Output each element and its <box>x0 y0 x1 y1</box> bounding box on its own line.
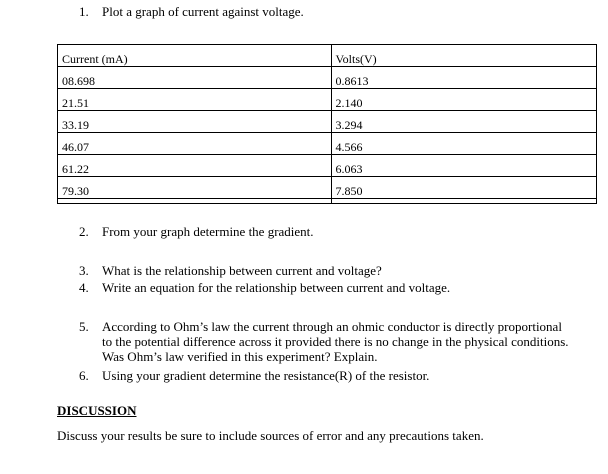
data-table <box>57 44 597 204</box>
current-cell: 21.51 <box>58 89 332 111</box>
table-row <box>58 67 597 89</box>
current-cell: 46.07 <box>58 133 332 155</box>
question-number: 5. <box>79 319 89 334</box>
question-number: 2. <box>79 224 89 239</box>
current-cell: 79.30 <box>58 177 332 199</box>
question-number: 1. <box>79 4 89 19</box>
question-text: What is the relationship between current and voltage? <box>102 263 382 278</box>
volts-cell: 3.294 <box>331 111 596 133</box>
volts-cell: 4.566 <box>331 133 596 155</box>
table-row <box>58 177 597 199</box>
spacer-cell <box>331 199 596 204</box>
column-header-volts: Volts(V) <box>331 45 596 67</box>
column-header-current: Current (mA) <box>58 45 332 67</box>
volts-cell: 6.063 <box>331 155 596 177</box>
question-text: Plot a graph of current against voltage. <box>102 4 304 19</box>
discussion-heading: DISCUSSION <box>57 403 137 418</box>
table-row <box>58 133 597 155</box>
question-number: 3. <box>79 263 89 278</box>
question-number: 4. <box>79 280 89 295</box>
question-text: From your graph determine the gradient. <box>102 224 314 239</box>
table-header-row <box>58 45 597 67</box>
table-spacer-row <box>58 199 597 204</box>
question-number: 6. <box>79 368 89 383</box>
table-row <box>58 155 597 177</box>
volts-cell: 7.850 <box>331 177 596 199</box>
question-text: Write an equation for the relationship between current and voltage. <box>102 280 451 295</box>
question-text: According to Ohm’s law the current through an ohmic conductor is directly proportional to the potential difference across it provided there is no change in the physical conditions. Was Ohm’s law verified in this experiment? Explain. <box>102 319 569 364</box>
volts-cell: 0.8613 <box>331 67 596 89</box>
discussion-text: Discuss your results be sure to include sources of error and any precautions taken. <box>57 428 484 443</box>
spacer-cell <box>58 199 332 204</box>
current-cell: 61.22 <box>58 155 332 177</box>
table-row <box>58 111 597 133</box>
current-cell: 08.698 <box>58 67 332 89</box>
question-text: Using your gradient determine the resistance(R) of the resistor. <box>102 368 430 383</box>
table-row <box>58 89 597 111</box>
volts-cell: 2.140 <box>331 89 596 111</box>
current-cell: 33.19 <box>58 111 332 133</box>
